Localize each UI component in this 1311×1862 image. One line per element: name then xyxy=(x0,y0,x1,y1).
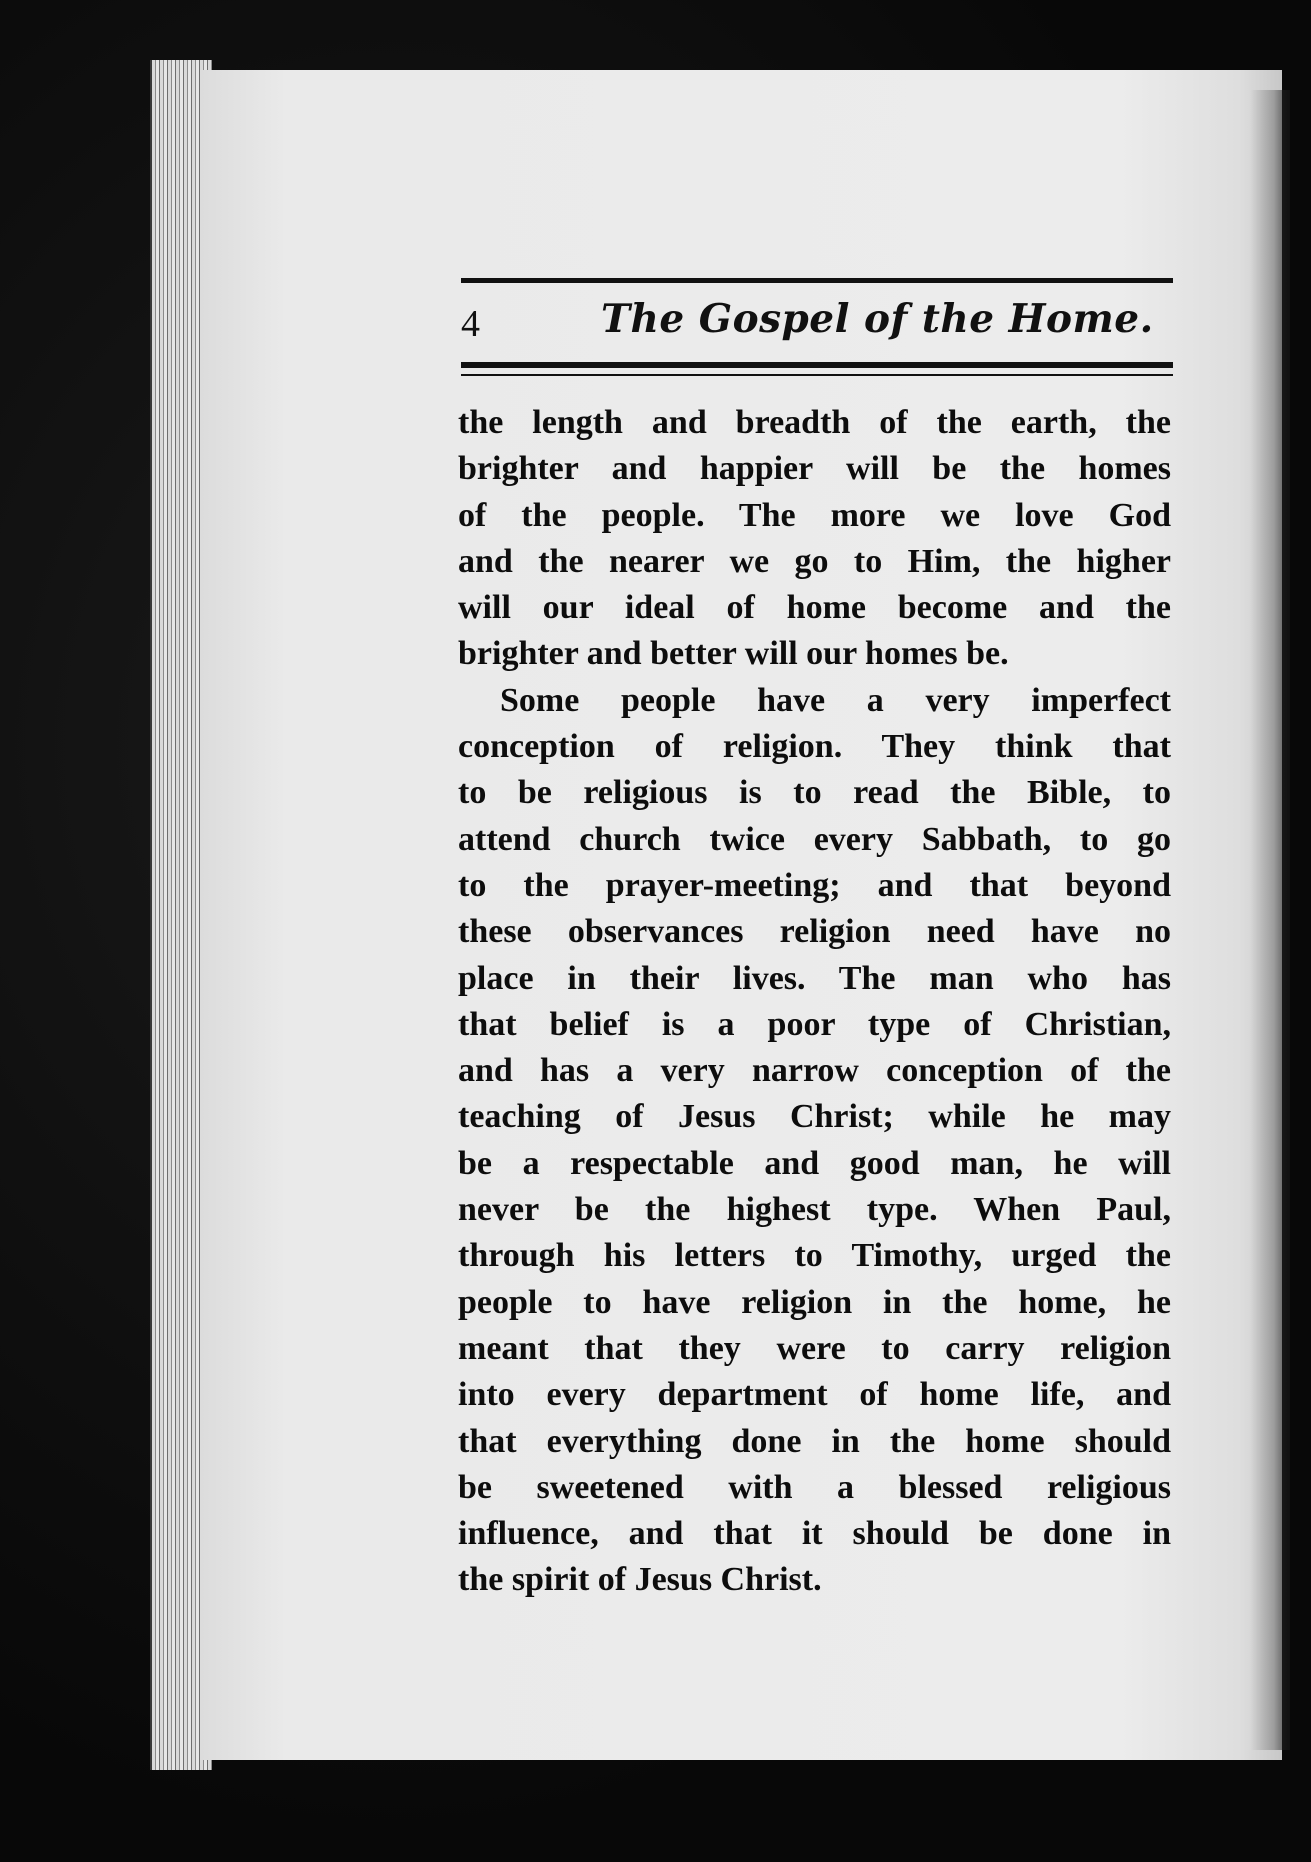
page-header xyxy=(461,296,1173,352)
text-line: brighter and happier will be the homes xyxy=(458,450,1171,488)
text-line: that everything done in the home should xyxy=(458,1422,1171,1460)
text-line: these observances religion need have no xyxy=(458,913,1171,951)
text-line: and the nearer we go to Him, the higher xyxy=(458,542,1171,580)
header-rule-bottom-thick xyxy=(461,362,1173,368)
text-line: attend church twice every Sabbath, to go xyxy=(458,820,1171,858)
text-line: teaching of Jesus Christ; while he may xyxy=(458,1098,1171,1136)
text-line: be a respectable and good man, he will xyxy=(458,1144,1171,1182)
text-line: conception of religion. They think that xyxy=(458,728,1171,766)
page-number: 4 xyxy=(461,303,480,345)
text-line: people to have religion in the home, he xyxy=(458,1283,1171,1321)
text-line: meant that they were to carry religion xyxy=(458,1329,1171,1367)
text-line: into every department of home life, and xyxy=(458,1376,1171,1414)
text-line: will our ideal of home become and the xyxy=(458,589,1171,627)
header-rule-bottom-thin xyxy=(461,374,1173,376)
text-line: through his letters to Timothy, urged the xyxy=(458,1237,1171,1275)
text-line: that belief is a poor type of Christian, xyxy=(458,1005,1171,1043)
body-text xyxy=(458,400,1171,1604)
text-line: and has a very narrow conception of the xyxy=(458,1052,1171,1090)
text-line: to be religious is to read the Bible, to xyxy=(458,774,1171,812)
paragraph-start: Some people have a very imperfect xyxy=(500,681,1171,719)
page-gutter-shadow xyxy=(1250,90,1290,1750)
running-title: The Gospel of the Home. xyxy=(601,296,1154,342)
text-line: to the prayer-meeting; and that beyond xyxy=(458,866,1171,904)
text-line: the length and breadth of the earth, the xyxy=(458,404,1171,441)
text-line: place in their lives. The man who has xyxy=(458,959,1171,997)
header-rule-top xyxy=(461,278,1173,283)
text-line: the spirit of Jesus Christ. xyxy=(458,1561,822,1599)
text-line: influence, and that it should be done in xyxy=(458,1515,1171,1553)
text-line: be sweetened with a blessed religious xyxy=(458,1468,1171,1506)
text-line: brighter and better will our homes be. xyxy=(458,635,1009,673)
text-line: of the people. The more we love God xyxy=(458,496,1171,534)
text-line: never be the highest type. When Paul, xyxy=(458,1191,1171,1229)
